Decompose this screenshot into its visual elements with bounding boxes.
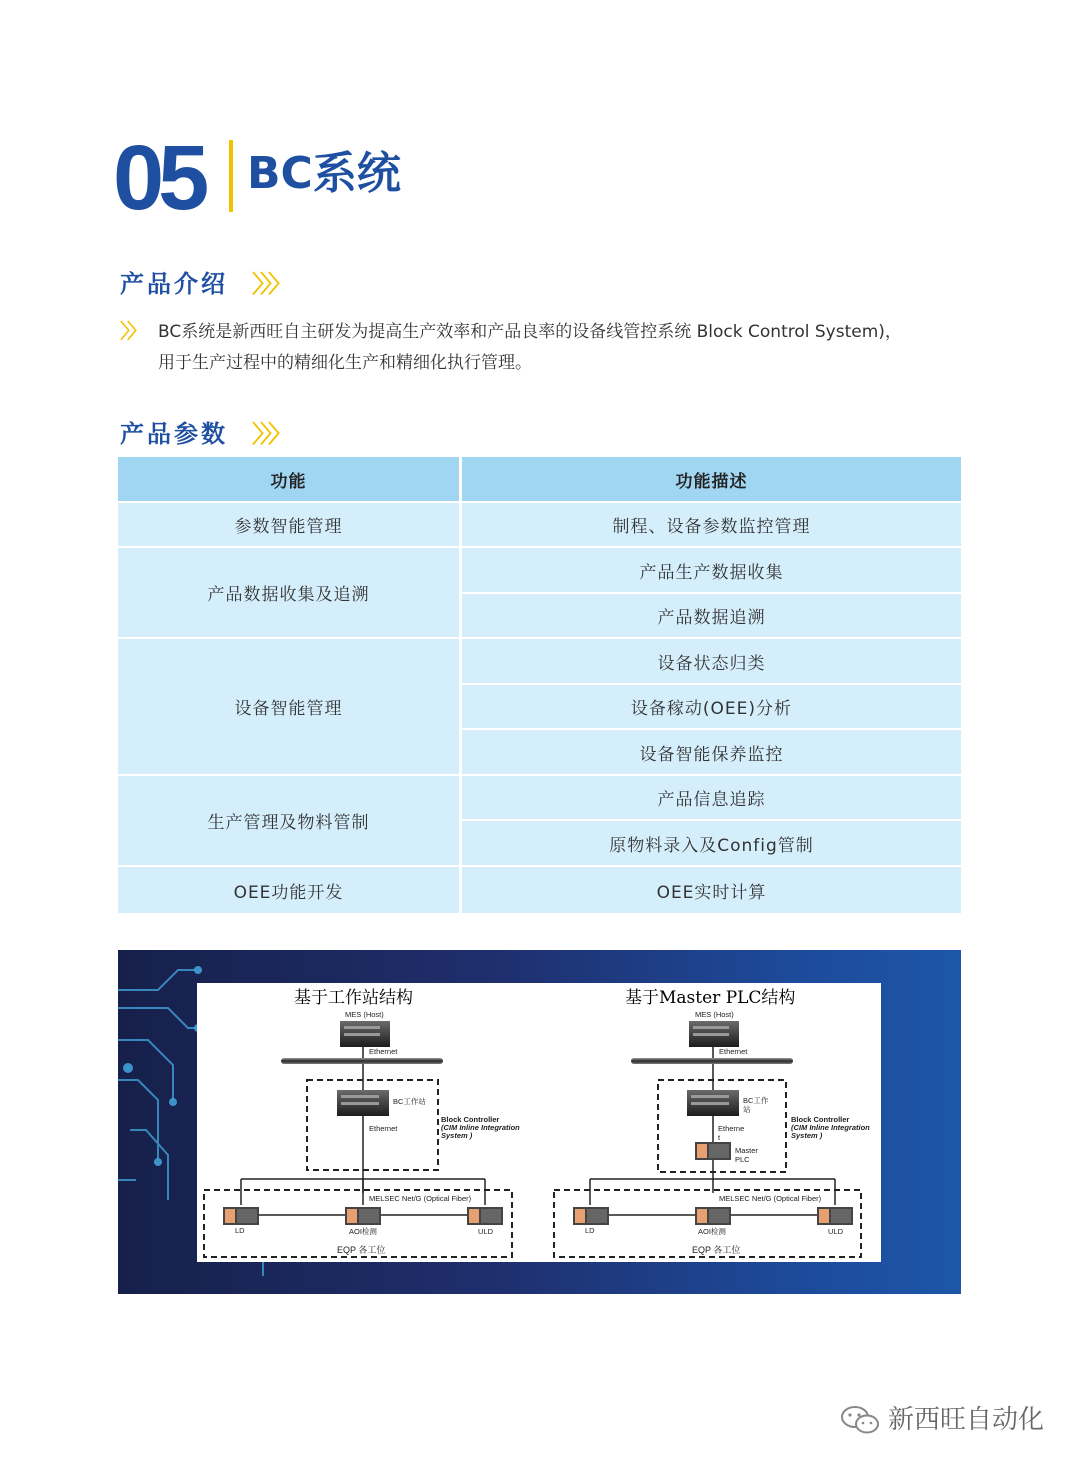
right-aoi-plc-icon <box>695 1207 731 1225</box>
right-master-label-2: PLC <box>735 1155 750 1164</box>
right-block-sub2: System ) <box>791 1131 823 1140</box>
table-header-function: 功能 <box>118 457 459 501</box>
left-mes-server-icon <box>340 1021 390 1047</box>
right-aoi-label: AOI检测 <box>698 1227 726 1236</box>
function-cell: OEE功能开发 <box>118 867 459 913</box>
intro-line-1: BC系统是新西旺自主研发为提高生产效率和产品良率的设备线管控系统 Block Control System)， <box>158 322 902 342</box>
left-uld-plc-icon <box>467 1207 503 1225</box>
section-title: BC系统 <box>247 148 401 199</box>
params-heading: 产品参数 <box>120 420 228 448</box>
workstation-architecture <box>204 988 520 1257</box>
right-uld-plc-icon <box>817 1207 853 1225</box>
left-block-title: Block Controller <box>441 1115 500 1124</box>
description-cell: 产品数据追溯 <box>462 594 961 637</box>
architecture-diagram <box>197 983 881 1262</box>
right-block-title: Block Controller <box>791 1115 850 1124</box>
right-bc-server-icon <box>687 1090 739 1116</box>
left-aoi-plc-icon <box>345 1207 381 1225</box>
description-cell: 产品生产数据收集 <box>462 548 961 592</box>
description-cell: 制程、设备参数监控管理 <box>462 503 961 546</box>
left-eqp-label: EQP 各工位 <box>337 1245 386 1255</box>
wechat-icon <box>840 1404 880 1436</box>
left-diagram-title: 基于工作站结构 <box>294 988 413 1008</box>
description-cell: 设备稼动(OEE)分析 <box>462 685 961 728</box>
right-ld-label: LD <box>585 1226 595 1235</box>
description-cell: 设备智能保养监控 <box>462 730 961 774</box>
intro-paragraph <box>158 317 968 379</box>
wechat-watermark <box>840 1400 1044 1440</box>
params-heading-chevrons-icon: 〉〉〉 <box>252 420 288 448</box>
function-cell: 生产管理及物料管制 <box>118 776 459 865</box>
right-ethernet-label: Ethernet <box>719 1047 748 1056</box>
title-divider <box>229 140 233 212</box>
left-ethernet-label: Ethernet <box>369 1047 398 1056</box>
right-bc-label-2: 站 <box>743 1105 751 1114</box>
left-block-sub: (CIM Inline Integration <box>441 1123 520 1132</box>
intro-heading: 产品介绍 <box>120 270 228 298</box>
left-mes-label: MES (Host) <box>345 1010 384 1019</box>
right-bc-label: BC工作 <box>743 1096 769 1105</box>
right-diagram-title: 基于Master PLC结构 <box>625 988 796 1008</box>
intro-line-2: 用于生产过程中的精细化生产和精细化执行管理。 <box>158 353 532 373</box>
left-aoi-label: AOI检测 <box>349 1227 377 1236</box>
right-block-sub: (CIM Inline Integration <box>791 1123 870 1132</box>
right-mes-label: MES (Host) <box>695 1010 734 1019</box>
left-melsec-label: MELSEC Net/G (Optical Fiber) <box>369 1194 472 1203</box>
right-uld-label: ULD <box>828 1227 844 1236</box>
description-cell: 设备状态归类 <box>462 639 961 683</box>
left-bc-label: BC工作站 <box>393 1097 426 1106</box>
function-cell: 参数智能管理 <box>118 503 459 546</box>
left-bc-server-icon <box>337 1090 389 1116</box>
table-header-description: 功能描述 <box>462 457 961 501</box>
right-mes-server-icon <box>689 1021 739 1047</box>
right-eqp-label: EQP 各工位 <box>692 1245 741 1255</box>
left-ld-plc-icon <box>223 1207 259 1225</box>
left-uld-label: ULD <box>478 1227 494 1236</box>
watermark-text: 新西旺自动化 <box>887 1405 1044 1435</box>
params-table <box>118 457 961 913</box>
right-ld-plc-icon <box>573 1207 609 1225</box>
right-master-plc-icon <box>695 1142 731 1160</box>
section-number: 05 <box>113 127 204 229</box>
right-master-label: Master <box>735 1146 758 1155</box>
intro-bullet-icon: 〉〉 <box>120 319 144 343</box>
intro-heading-chevrons-icon: 〉〉〉 <box>252 270 288 298</box>
right-bc-ethernet-label-2: t <box>718 1133 721 1142</box>
left-block-sub2: System ) <box>441 1131 473 1140</box>
left-ethernet-bus <box>281 1058 443 1064</box>
right-melsec-label: MELSEC Net/G (Optical Fiber) <box>719 1194 822 1203</box>
left-ld-label: LD <box>235 1226 245 1235</box>
function-cell: 产品数据收集及追溯 <box>118 548 459 637</box>
description-cell: OEE实时计算 <box>462 867 961 913</box>
function-cell: 设备智能管理 <box>118 639 459 774</box>
right-bc-ethernet-label: Etherne <box>718 1124 745 1133</box>
description-cell: 产品信息追踪 <box>462 776 961 819</box>
description-cell: 原物料录入及Config管制 <box>462 821 961 865</box>
right-ethernet-bus <box>631 1058 793 1064</box>
master-plc-architecture <box>554 988 870 1257</box>
architecture-diagram-svg <box>197 983 881 1262</box>
left-bc-ethernet-label: Ethernet <box>369 1124 398 1133</box>
